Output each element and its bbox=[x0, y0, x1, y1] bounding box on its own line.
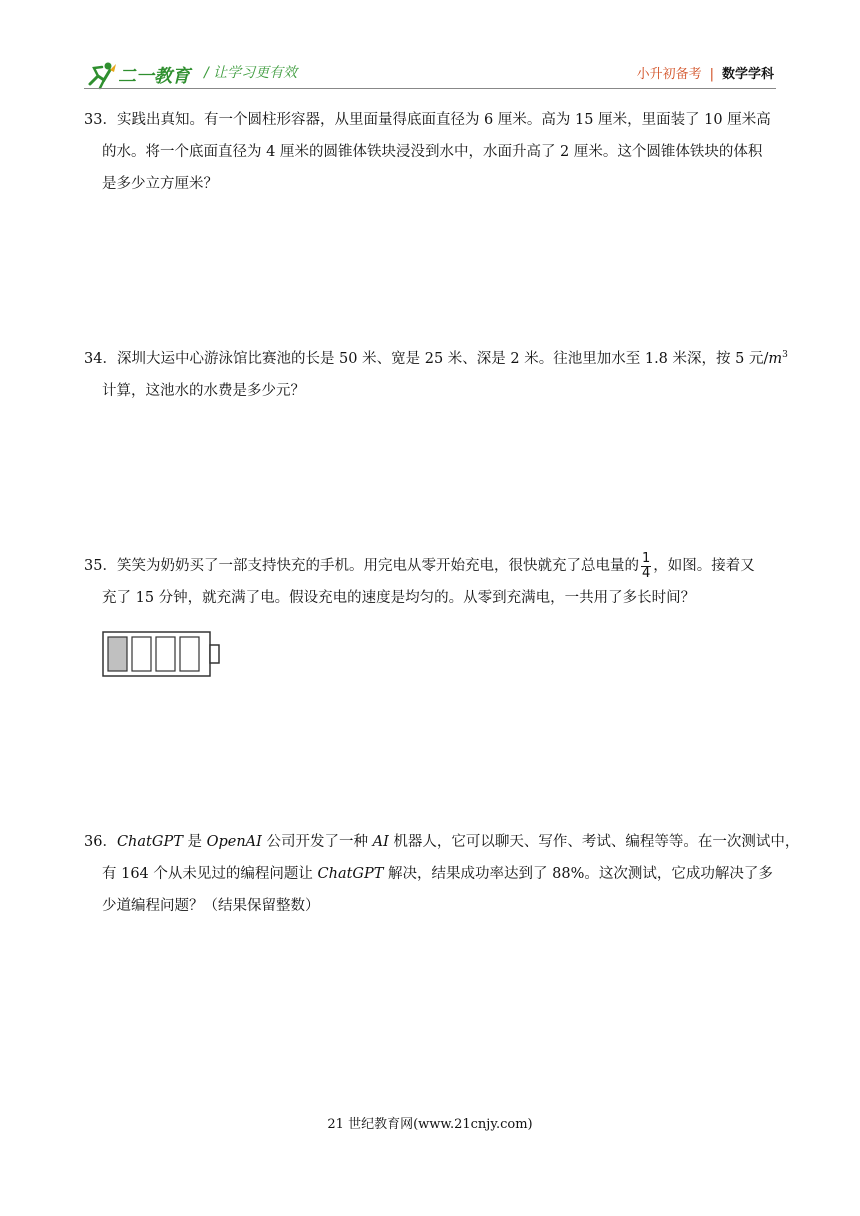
fraction-denominator: 4 bbox=[641, 565, 651, 581]
question-text: 解决，结果成功率达到了 88%。这次测试，它成功解决了多 bbox=[383, 866, 773, 882]
product-name: ChatGPT bbox=[317, 866, 384, 882]
question-36 bbox=[84, 826, 800, 922]
question-text-line: 充了 15 分钟，就充满了电。假设充电的速度是均匀的。从零到充满电，一共用了多长时间？ bbox=[102, 590, 696, 606]
question-text-line: 实践出真知。有一个圆柱形容器，从里面量得底面直径为 6 厘米。高为 15 厘米，里面装了 10 厘米高 bbox=[116, 112, 771, 128]
question-text-line: ，如图。接着又 bbox=[653, 558, 755, 574]
battery-figure-icon bbox=[102, 631, 222, 677]
fraction bbox=[641, 552, 651, 581]
battery-cell-empty bbox=[180, 637, 199, 671]
fraction-numerator: 1 bbox=[641, 550, 651, 566]
question-35 bbox=[84, 550, 779, 614]
battery-terminal bbox=[210, 645, 219, 663]
product-name: ChatGPT bbox=[116, 834, 183, 850]
question-text-line: 是多少立方厘米？ bbox=[102, 176, 218, 192]
question-number: 36． bbox=[84, 834, 117, 850]
unit-exponent: 3 bbox=[782, 350, 788, 360]
question-number: 35． bbox=[84, 558, 117, 574]
question-33 bbox=[84, 104, 779, 200]
battery-cell-empty bbox=[132, 637, 151, 671]
page-header bbox=[0, 0, 860, 96]
tag-separator: | bbox=[709, 67, 714, 82]
question-34 bbox=[84, 339, 788, 407]
question-text-line: 少道编程问题？（结果保留整数） bbox=[102, 898, 320, 914]
battery-cell-empty bbox=[156, 637, 175, 671]
exam-tag: 小升初备考 bbox=[636, 67, 702, 82]
page-footer: 21 世纪教育网(www.21cnjy.com) bbox=[327, 1117, 533, 1132]
question-text: 机器人，它可以聊天、写作、考试、编程等等。在一次测试中， bbox=[388, 834, 800, 850]
unit-text: m bbox=[768, 350, 783, 367]
question-text-line: 笑笑为奶奶买了一部支持快充的手机。用完电从零开始充电，很快就充了总电量的 bbox=[116, 558, 639, 574]
question-text: 公司开发了一种 bbox=[261, 834, 373, 850]
header-tags bbox=[637, 63, 774, 82]
ai-term: AI bbox=[372, 834, 389, 850]
header-slogan: / 让学习更有效 bbox=[204, 65, 298, 81]
question-number: 33． bbox=[84, 112, 117, 128]
battery-cell-filled bbox=[108, 637, 127, 671]
header-divider bbox=[84, 88, 776, 89]
subject-tag: 数学学科 bbox=[721, 67, 774, 82]
question-text: 有 164 个从未见过的编程问题让 bbox=[102, 866, 318, 882]
question-text: 是 bbox=[182, 834, 207, 850]
logo-text: 二一教育 bbox=[118, 66, 190, 87]
question-number: 34． bbox=[84, 350, 117, 367]
question-text-line: 的水。将一个底面直径为 4 厘米的圆锥体铁块浸没到水中，水面升高了 2 厘米。这个圆锥体铁块的体积 bbox=[102, 144, 763, 160]
question-text-line: 计算，这池水的水费是多少元？ bbox=[102, 382, 305, 399]
question-text-line: 深圳大运中心游泳馆比赛池的长是 50 米、宽是 25 米、深是 2 米。往池里加水至 1.8 米深，按 5 元/ bbox=[116, 350, 769, 367]
company-name: OpenAI bbox=[206, 834, 262, 850]
